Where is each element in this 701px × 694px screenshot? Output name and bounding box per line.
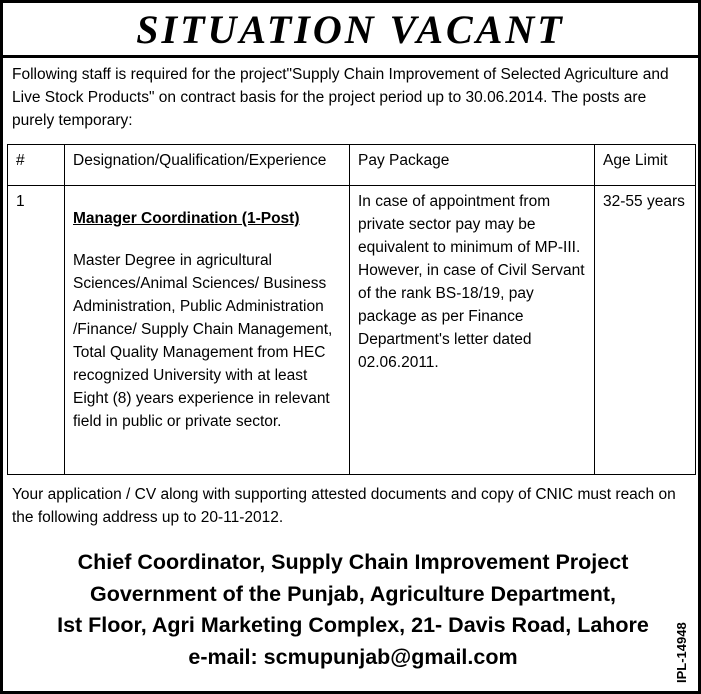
address-line: Chief Coordinator, Supply Chain Improvement Project [77,550,629,574]
designation-cell [65,186,350,475]
row-number: 1 [8,186,65,475]
closing-paragraph: Your application / CV along with supporting attested documents and copy of CNIC must reach on the following address up to 20-11-2012. [12,486,676,526]
address-line: Government of the Punjab, Agriculture Department, [89,581,616,606]
header-number: # [8,145,65,186]
table-header-row [8,145,696,186]
table-row [8,186,696,475]
banner [3,3,698,58]
post-title: Manager Coordination (1-Post) [73,210,300,227]
banner-title: SITUATION VACANT [136,6,565,52]
posts-table [7,144,696,475]
intro-paragraph: Following staff is required for the project"Supply Chain Improvement of Selected Agriculture and Live Stock Products" on contract basis for the project period up to 30.06.2014. The posts are purely temporary: [12,66,669,129]
reference-code: IPL-14948 [674,622,689,683]
pay-package-cell: In case of appointment from private sector pay may be equivalent to minimum of MP-III. However, in case of Civil Servant of the rank BS-18/19, pay package as per Finance Department's letter dated 02.06.2011. [350,186,595,475]
header-age-limit: Age Limit [595,145,696,186]
age-limit-cell: 32-55 years [595,186,696,475]
qualification-text: Master Degree in agricultural Sciences/Animal Sciences/ Business Administration, Public Administration /Finance/ Supply Chain Management, Total Quality Management from HEC recognized University with at least Eight (8) years experience in relevant field in public or private sector. [73,252,333,430]
header-designation: Designation/Qualification/Experience [65,145,350,186]
address-line: Ist Floor, Agri Marketing Complex, 21- Davis Road, Lahore [57,613,649,637]
email-line: e-mail: scmupunjab@gmail.com [188,644,518,669]
address-block [43,547,663,673]
header-pay-package: Pay Package [350,145,595,186]
